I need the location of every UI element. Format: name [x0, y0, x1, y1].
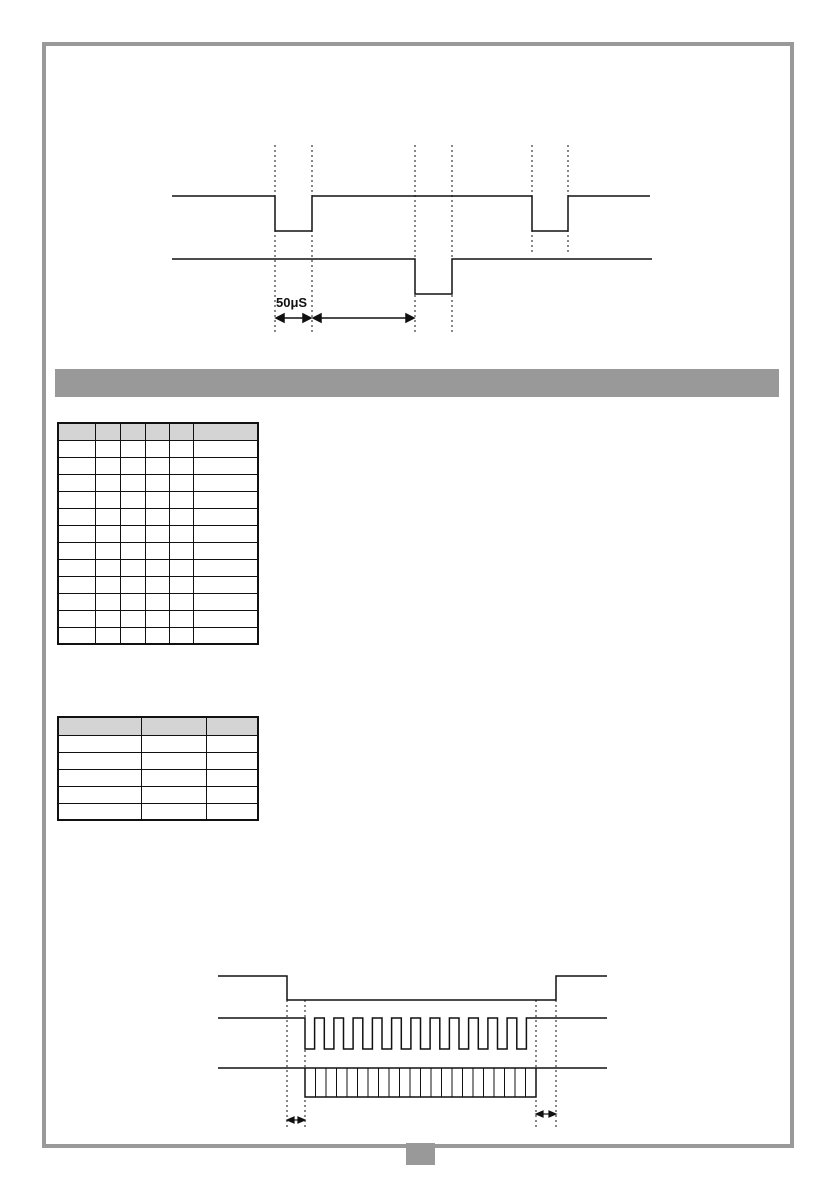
page-number-tab [406, 1143, 435, 1165]
data-line [218, 1068, 607, 1097]
clock-line [218, 1018, 607, 1049]
data-bit-ticks [316, 1068, 526, 1097]
enable-line [218, 976, 607, 1000]
pulse-width-label: 50μS [276, 295, 308, 310]
